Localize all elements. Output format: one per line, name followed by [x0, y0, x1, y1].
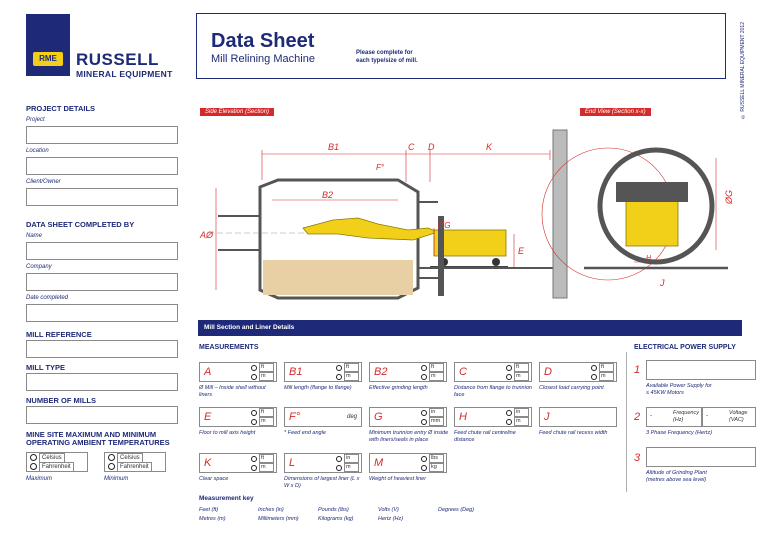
side-elevation-tag: Side Elevation (Section) — [200, 108, 274, 116]
mill-reference-field[interactable] — [26, 340, 178, 358]
measure-f-letter: F° — [289, 411, 301, 423]
b1-unit2: m — [344, 372, 359, 381]
measure-g-box[interactable] — [369, 407, 447, 427]
measure-j-caption: Feed chute rail recess width — [539, 430, 608, 436]
measure-c-letter: C — [459, 366, 467, 378]
d-ft-radio[interactable] — [591, 365, 597, 371]
measure-g-caption: Minimum trunnion entry Ø inside with liners/seals in place — [369, 430, 449, 443]
h-unit2: m — [514, 417, 529, 426]
client-owner-label: Client/Owner — [26, 179, 61, 185]
measure-a-caption: Ø Mill – Inside shell without liners — [199, 385, 266, 398]
measure-l-caption: Dimensions of largest liner (L x W x D) — [284, 476, 360, 489]
number-of-mills-field[interactable] — [26, 406, 178, 424]
label-g-end: ØG — [724, 189, 734, 204]
min-fahrenheit-radio[interactable] — [108, 463, 115, 470]
measure-d-box[interactable] — [539, 362, 617, 382]
temperature-heading-2: OPERATING AMBIENT TEMPERATURES — [26, 438, 170, 447]
label-a: AØ — [200, 230, 214, 240]
max-fahrenheit-radio[interactable] — [30, 463, 37, 470]
label-c: C — [408, 142, 415, 152]
measurement-key-heading: Measurement key — [199, 495, 254, 502]
date-completed-field[interactable] — [26, 304, 178, 322]
voltage-dash: - — [706, 413, 708, 419]
measure-f-box[interactable] — [284, 407, 362, 427]
m-unit1: lbs — [429, 454, 444, 463]
client-owner-field[interactable] — [26, 188, 178, 206]
project-label: Project — [26, 117, 45, 123]
mill-diagram — [198, 120, 744, 316]
electrical-item-3-number: 3 — [634, 452, 641, 464]
measure-j-box[interactable] — [539, 407, 617, 427]
label-g: ØG — [438, 221, 451, 230]
h-in-radio[interactable] — [506, 410, 512, 416]
a-ft-radio[interactable] — [251, 365, 257, 371]
mill-type-field[interactable] — [26, 373, 178, 391]
label-k: K — [486, 142, 493, 152]
a-m-radio[interactable] — [251, 374, 257, 380]
k-unit2: m — [259, 463, 274, 472]
electrical-item-1-number: 1 — [634, 364, 641, 376]
measure-h-box[interactable] — [454, 407, 532, 427]
brand-subtitle: MINERAL EQUIPMENT — [76, 69, 173, 79]
g-mm-radio[interactable] — [421, 419, 427, 425]
instruction-note: Please complete for each type/size of mill. — [356, 50, 418, 64]
maximum-temperature-box — [26, 452, 88, 472]
l-unit2: m — [344, 463, 359, 472]
power-supply-caption-1: Available Power Supply for — [646, 383, 712, 389]
c-ft-radio[interactable] — [506, 365, 512, 371]
max-fahrenheit-label: Fahrenheit — [39, 462, 74, 472]
location-label: Location — [26, 148, 49, 154]
end-view-tag: End View (Section x-x) — [580, 108, 651, 116]
b1-ft-radio[interactable] — [336, 365, 342, 371]
frequency-dash: - — [650, 413, 652, 419]
project-field[interactable] — [26, 126, 178, 144]
measure-a-box[interactable] — [199, 362, 277, 382]
key-inches: Inches (in) — [258, 507, 284, 513]
a-unit2: m — [259, 372, 274, 381]
frequency-caption: 3 Phase Frequency (Hertz) — [646, 430, 713, 436]
b1-unit1: ft — [344, 363, 359, 372]
key-feet: Feet (ft) — [199, 507, 219, 513]
m-unit2: kg — [429, 463, 444, 472]
page-subtitle: Mill Relining Machine — [211, 53, 315, 65]
min-celsius-label: Celsius — [117, 453, 143, 463]
min-fahrenheit-label: Fahrenheit — [117, 462, 152, 472]
minimum-temperature-box — [104, 452, 166, 472]
label-b1: B1 — [328, 142, 340, 152]
b2-unit1: ft — [429, 363, 444, 372]
b2-unit2: m — [429, 372, 444, 381]
measure-a-letter: A — [204, 366, 212, 378]
g-unit2: mm — [429, 417, 444, 426]
section-divider — [626, 352, 627, 492]
logo-mark: RME — [33, 52, 63, 66]
altitude-caption-2: (metres above sea level) — [646, 477, 707, 483]
c-unit2: m — [514, 372, 529, 381]
b2-m-radio[interactable] — [421, 374, 427, 380]
measure-k-box[interactable] — [199, 453, 277, 473]
key-metres: Metres (m) — [199, 516, 226, 522]
k-m-radio[interactable] — [251, 465, 257, 471]
label-b2: B2 — [322, 190, 334, 200]
b2-ft-radio[interactable] — [421, 365, 427, 371]
measure-l-box[interactable] — [284, 453, 362, 473]
company-field[interactable] — [26, 273, 178, 291]
max-celsius-label: Celsius — [39, 453, 65, 463]
key-hertz: Hertz (Hz) — [378, 516, 404, 522]
d-unit1: ft — [599, 363, 614, 372]
document-code: © RUSSELL MINERAL EQUIPMENT 2012 — [740, 22, 746, 119]
h-m-radio[interactable] — [506, 419, 512, 425]
e-ft-radio[interactable] — [251, 410, 257, 416]
k-ft-radio[interactable] — [251, 456, 257, 462]
c-unit1: ft — [514, 363, 529, 372]
key-volts: Volts (V) — [378, 507, 399, 513]
name-label: Name — [26, 233, 43, 239]
measure-c-caption: Distance from flange to trunnion face — [454, 385, 532, 398]
k-unit1: ft — [259, 454, 274, 463]
voltage-label: Voltage (VAC) — [729, 410, 748, 423]
mill-type-heading: MILL TYPE — [26, 363, 66, 372]
measure-b1-letter: B1 — [289, 366, 303, 378]
measure-m-letter: M — [374, 457, 384, 469]
measure-b1-box[interactable] — [284, 362, 362, 382]
label-h: H — [646, 255, 652, 262]
measure-b2-letter: B2 — [374, 366, 388, 378]
maximum-label: Maximum — [26, 476, 53, 482]
m-lbs-radio[interactable] — [421, 456, 427, 462]
voltage-field[interactable] — [702, 407, 756, 427]
frequency-label: Frequency (Hz) — [673, 410, 699, 423]
section-banner: Mill Section and Liner Details — [198, 320, 742, 336]
mill-reference-heading: MILL REFERENCE — [26, 330, 92, 339]
label-f: F° — [376, 163, 385, 172]
completed-by-heading: DATA SHEET COMPLETED BY — [26, 220, 135, 229]
e-m-radio[interactable] — [251, 419, 257, 425]
key-millimeters: Millimeters (mm) — [258, 516, 299, 522]
key-degrees: Degrees (Deg) — [438, 507, 475, 513]
m-kg-radio[interactable] — [421, 465, 427, 471]
label-j: J — [660, 278, 665, 288]
power-supply-field[interactable] — [646, 360, 756, 380]
e-unit1: ft — [259, 408, 274, 417]
frequency-field[interactable] — [646, 407, 702, 427]
measure-f-caption: * Feed end angle — [284, 430, 326, 436]
measure-g-letter: G — [374, 411, 383, 423]
wall-structure — [553, 130, 567, 298]
measure-b2-box[interactable] — [369, 362, 447, 382]
key-pounds: Pounds (lbs) — [318, 507, 349, 513]
electrical-item-2-number: 2 — [634, 411, 641, 423]
g-unit1: in — [429, 408, 444, 417]
b1-m-radio[interactable] — [336, 374, 342, 380]
d-unit2: m — [599, 372, 614, 381]
measure-e-box[interactable] — [199, 407, 277, 427]
l-unit1: in — [344, 454, 359, 463]
page-title: Data Sheet — [211, 30, 315, 52]
d-m-radio[interactable] — [591, 374, 597, 380]
measure-b1-caption: Mill length (flange to flange) — [284, 385, 352, 391]
measure-m-caption: Weight of heaviest liner — [369, 476, 427, 482]
l-in-radio[interactable] — [336, 456, 342, 462]
max-celsius-radio[interactable] — [30, 454, 37, 461]
power-supply-caption-2: ≤ 45KW Motors — [646, 390, 684, 396]
measure-e-caption: Floor to mill axis height — [199, 430, 256, 436]
altitude-field[interactable] — [646, 447, 756, 467]
measure-d-letter: D — [544, 366, 552, 378]
measure-c-box[interactable] — [454, 362, 532, 382]
measurements-heading: MEASUREMENTS — [199, 344, 259, 351]
measure-k-letter: K — [204, 457, 212, 469]
c-m-radio[interactable] — [506, 374, 512, 380]
h-unit1: in — [514, 408, 529, 417]
temperature-heading-1: MINE SITE MAXIMUM AND MINIMUM — [26, 430, 157, 439]
measure-k-caption: Clear space — [199, 476, 229, 482]
label-d: D — [428, 142, 435, 152]
e-unit2: m — [259, 417, 274, 426]
measure-j-letter: J — [544, 411, 550, 423]
location-field[interactable] — [26, 157, 178, 175]
l-m-radio[interactable] — [336, 465, 342, 471]
minimum-label: Minimum — [104, 476, 129, 482]
g-in-radio[interactable] — [421, 410, 427, 416]
project-details-heading: PROJECT DETAILS — [26, 104, 96, 113]
measure-d-caption: Closest load carrying point — [539, 385, 604, 391]
key-kilograms: Kilograms (kg) — [318, 516, 354, 522]
date-completed-label: Date completed — [26, 295, 69, 301]
number-of-mills-heading: NUMBER OF MILLS — [26, 396, 96, 405]
measure-m-box[interactable] — [369, 453, 447, 473]
measure-l-letter: L — [289, 457, 296, 469]
measure-h-caption: Feed chute rail centreline distance — [454, 430, 516, 443]
a-unit1: ft — [259, 363, 274, 372]
f-unit: deg — [346, 414, 357, 420]
name-field[interactable] — [26, 242, 178, 260]
brand-name: RUSSELL — [76, 50, 159, 69]
logo-emblem — [26, 14, 70, 76]
measure-h-letter: H — [459, 411, 467, 423]
measure-e-letter: E — [204, 411, 212, 423]
measure-b2-caption: Effective grinding length — [369, 385, 428, 391]
label-e: E — [518, 246, 525, 256]
end-view-drawing — [584, 150, 728, 268]
electrical-heading: ELECTRICAL POWER SUPPLY — [634, 344, 736, 351]
altitude-caption-1: Altitude of Grinding Plant — [646, 470, 707, 476]
min-celsius-radio[interactable] — [108, 454, 115, 461]
company-label: Company — [26, 264, 52, 270]
